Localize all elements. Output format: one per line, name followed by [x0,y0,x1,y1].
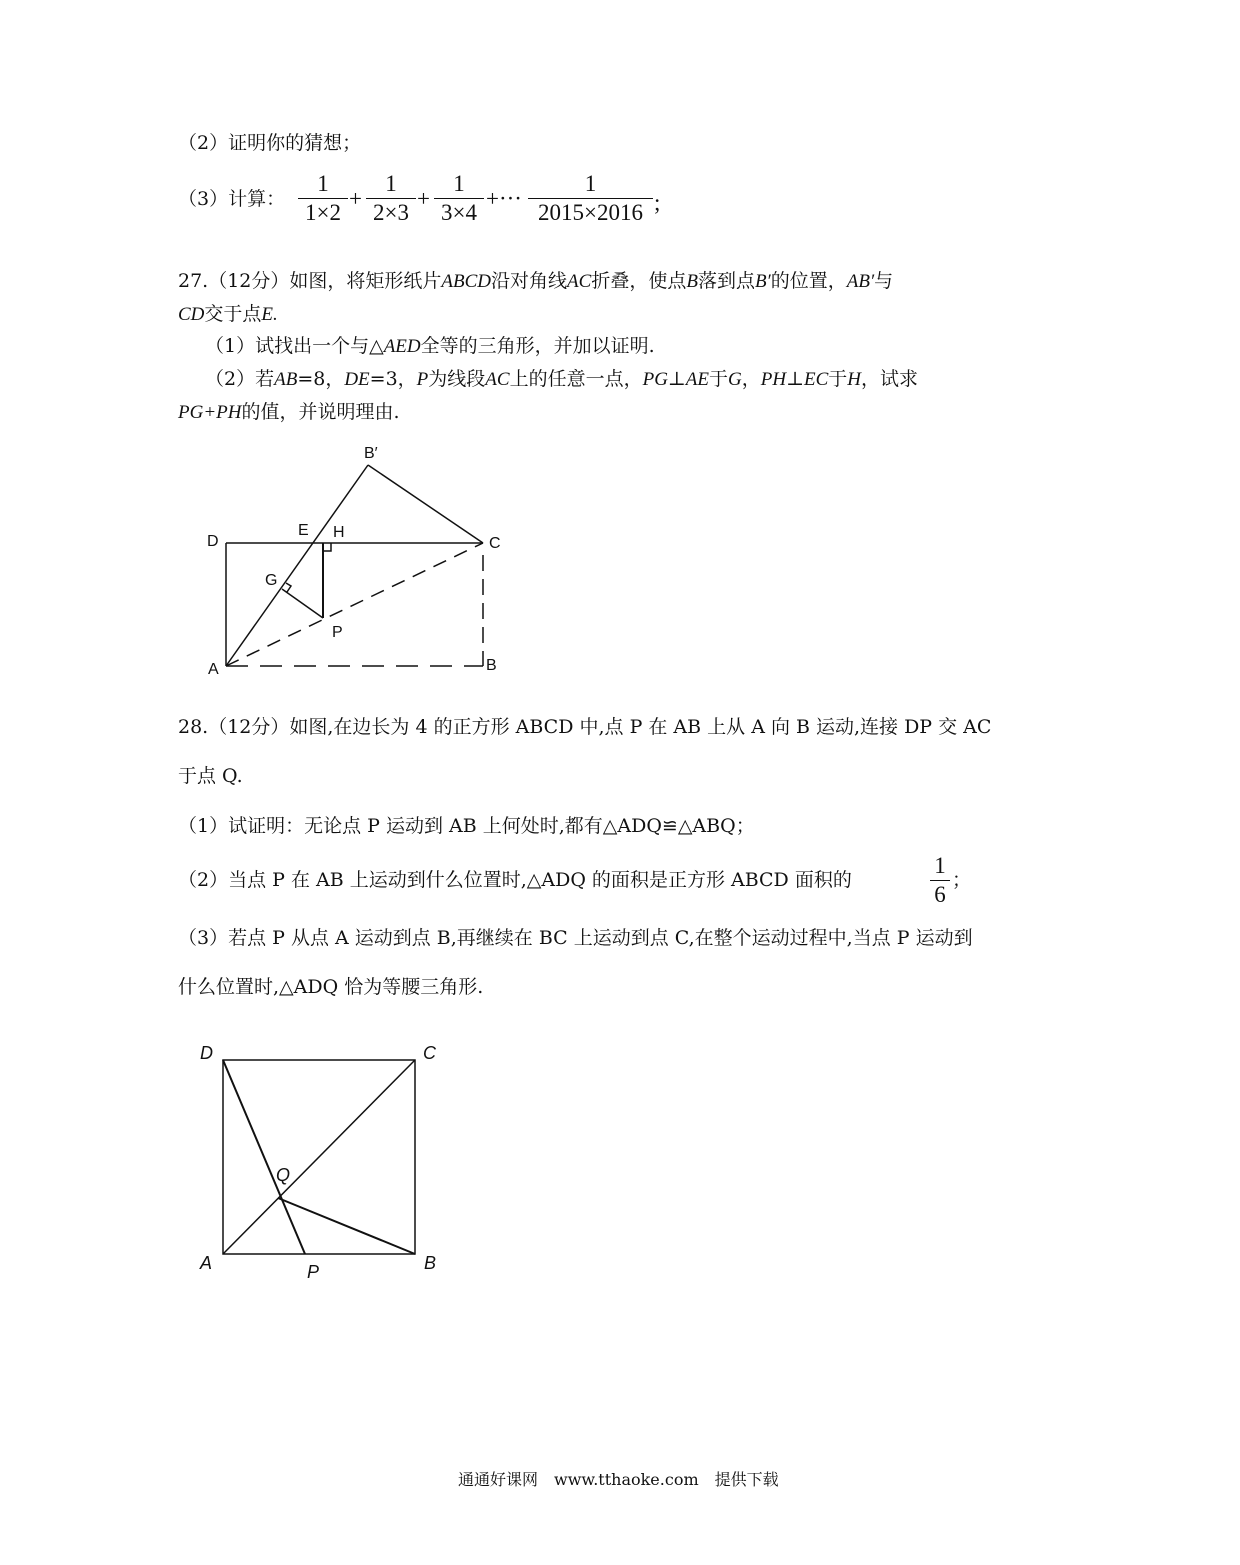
text: 为线段 [428,368,486,390]
text: AE [685,369,710,390]
label-e: E [298,522,309,539]
text: AED [383,336,421,357]
text: 的位置， [770,270,847,292]
fraction-den: 6 [934,882,946,907]
text: AB′ [846,271,875,292]
text: 于 [709,368,729,390]
fraction-num: 1 [934,853,946,878]
q28-part3-line2: 什么位置时,△ADQ 恰为等腰三角形. [178,976,484,998]
text: CD [178,304,205,325]
text: 交于点 [204,303,262,325]
text: 的值，并说明理由. [241,401,400,423]
text: AB [274,369,298,390]
segment-ac-dashed [226,543,483,666]
segment-qb [278,1198,415,1254]
q28-figure [223,1060,415,1254]
text: ，试求 [861,368,919,390]
label-a: A [208,661,219,678]
text: PG+PH [178,402,242,423]
label-p: P [332,624,343,641]
fraction-4-den: 2015×2016 [538,200,643,225]
page-footer: 通通好课网 www.tthaoke.com 提供下载 [458,1470,779,1489]
text: 与 [874,270,894,292]
label-b: B [486,657,497,674]
label-d: D [200,1043,213,1063]
q28-line2: 于点 Q. [178,765,243,787]
fraction-2-den: 2×3 [373,200,409,225]
text: 折叠，使点 [591,270,687,292]
text: B′ [754,271,771,292]
right-angle-mark-h [323,543,331,551]
q26-part2: （2）证明你的猜想； [178,132,362,154]
q28-part3-line1: （3）若点 P 从点 A 运动到点 B,再继续在 BC 上运动到点 C,在整个运动过程中,当点 P 运动到 [178,927,973,949]
plus-sign: + [417,186,430,211]
label-b-prime: B′ [364,445,378,462]
text: H [847,369,862,390]
text: 沿对角线 [491,270,568,292]
text: （1）试找出一个与△ [205,335,384,357]
text: B [686,271,698,292]
q28-line1: 28.（12分）如图,在边长为 4 的正方形 ABCD 中,点 P 在 AB 上从 A 向 B 运动,连接 DP 交 AC [178,716,992,738]
segment-b-prime-c [368,465,483,543]
text: ABCD [441,271,492,292]
label-c: C [423,1043,436,1063]
text: AC [567,271,592,292]
label-d: D [207,533,219,550]
segment-ac [223,1060,415,1254]
text: DE [344,369,370,390]
fraction-1-num: 1 [317,171,329,196]
fraction-3-num: 1 [453,171,465,196]
text: PH [760,369,787,390]
plus-sign: + [349,186,362,211]
semicolon: ； [952,869,972,891]
label-h: H [333,524,345,541]
text: E. [261,304,278,325]
segment-ab-prime [226,465,368,666]
q28-part1: （1）试证明：无论点 P 运动到 AB 上何处时,都有△ADQ≌△ABQ； [178,815,755,837]
fraction-3-den: 3×4 [441,200,477,225]
text: ⊥ [786,368,804,390]
text: =3， [369,368,417,390]
text: 落到点 [697,270,755,292]
text: ⊥ [667,368,686,390]
segment-pg [282,589,323,618]
label-q: Q [276,1165,291,1185]
q26-part3-label: （3）计算： [178,188,286,210]
text: G [728,369,742,390]
text: EC [803,369,829,390]
label-a: A [200,1253,213,1273]
fraction-1-den: 1×2 [305,200,341,225]
text: 上的任意一点， [509,368,643,390]
text: 全等的三角形，并加以证明. [420,335,655,357]
q28-part2: （2）当点 P 在 AB 上运动到什么位置时,△ADQ 的面积是正方形 ABCD 面积的 [178,869,852,891]
label-p: P [307,1262,320,1282]
text: 于 [828,368,848,390]
label-b: B [424,1253,437,1273]
text: （2）若 [205,368,275,390]
fraction-4-num: 1 [584,171,597,196]
text: ， [741,368,761,390]
text: PG [642,369,668,390]
text: AC [485,369,510,390]
text: =8， [297,368,345,390]
segment-dp [223,1060,305,1254]
fraction-2-num: 1 [385,171,397,196]
right-angle-mark-g [286,583,291,592]
text: 27.（12分）如图，将矩形纸片 [178,270,442,292]
fraction-one-sixth [930,852,950,909]
label-g: G [265,572,278,589]
text: P [416,369,429,390]
label-c: C [489,535,501,552]
ellipsis: +··· [486,186,522,211]
semicolon: ; [654,190,661,215]
